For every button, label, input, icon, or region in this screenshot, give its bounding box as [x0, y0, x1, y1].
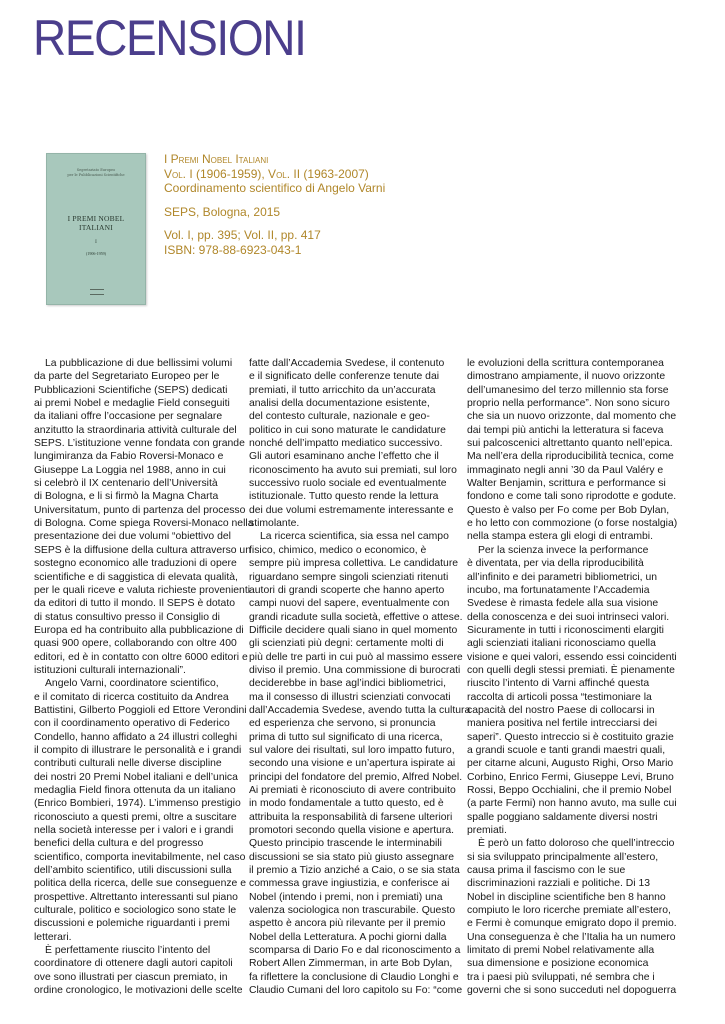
- book-pages: Vol. I, pp. 395; Vol. II, pp. 417: [164, 228, 321, 243]
- cover-volume: I: [95, 240, 97, 245]
- text-line: saperi”. Questo intreccio si è costituito grazie: [467, 731, 674, 743]
- text-line: spalle poggiano saldamente diversi nostri: [467, 811, 658, 823]
- text-line: (Enrico Bombieri, 1974). L’immenso prestigio: [34, 798, 241, 810]
- text-line: con il coordinamento operativo di Federico: [34, 718, 230, 730]
- text-line: e il comitato di ricerca costituito da Andrea: [34, 691, 229, 703]
- text-line: nella società interesse per i valori e i grandi: [34, 825, 234, 837]
- text-line: scientifico, comporta inevitabilmente, nel caso: [34, 851, 246, 863]
- text-line: il premio a Tizio anziché a Caio, o se sia stata: [249, 865, 460, 877]
- text-line: quasi 900 opere, collaborando con oltre 400: [34, 638, 237, 650]
- text-line: È perfettamente riuscito l’intento del: [45, 945, 211, 957]
- text-line: della conoscenza e dei suoi intrinseci valori.: [467, 611, 670, 623]
- text-line: con quelli degli stessi premiati. È pienamente: [467, 664, 675, 676]
- text-line: le evoluzioni della scrittura contemporanea: [467, 358, 664, 369]
- text-line: limitato di premi Nobel relativamente alla: [467, 945, 655, 957]
- text-line: gli scienziati più degni: certamente molti di: [249, 638, 444, 650]
- text-line: (a parte Fermi) non hanno avuto, ma sulle cui: [467, 798, 677, 810]
- text-line: sua dimensione e posizione economica: [467, 958, 649, 970]
- text-line: premiati, il tutto arricchito da un’accurata: [249, 384, 436, 396]
- text-line: istituzionale. Tutto questo rende la lettura: [249, 491, 439, 503]
- cover-title: I PREMI NOBEL ITALIANI: [67, 214, 125, 232]
- text-line: ove sono illustrati per ciascun premiato, in: [34, 971, 228, 983]
- book-volumes: Vol. I (1906-1959), Vol. II (1963-2007): [164, 166, 369, 181]
- text-line: dei due volumi estremamente interessante e: [249, 504, 454, 516]
- text-line: ai premi Nobel e medaglie Field conseguiti: [34, 398, 230, 410]
- book-isbn: ISBN: 978-88-6923-043-1: [164, 242, 302, 257]
- text-line: nonché dell’impatto mediatico successivo.: [249, 438, 443, 450]
- text-line: Nobel in discipline scientifiche ben 8 hanno: [467, 891, 666, 903]
- text-line: dimostrano ampiamente, il nuovo orizzonte: [467, 371, 666, 383]
- text-line: lungimiranza da Fabio Roversi-Monaco e: [34, 451, 224, 463]
- text-line: SEPS è la diffusione della cultura attraverso un: [34, 544, 251, 556]
- section-title: RECENSIONI: [33, 10, 306, 66]
- text-line: Questo è valso per Fo come per Bob Dylan,: [467, 504, 670, 516]
- text-line: Walter Benjamin, scrittura e performance si: [467, 478, 666, 490]
- book-coordinator: Coordinamento scientifico di Angelo Varni: [164, 181, 386, 196]
- text-line: politico in cui sono maturate le candidature: [249, 424, 446, 436]
- text-line: La pubblicazione di due bellissimi volumi: [45, 358, 233, 369]
- text-line: autori di grandi scoperte che hanno aperto: [249, 584, 445, 596]
- text-line: di status consultivo presso il Consiglio di: [34, 611, 220, 623]
- text-line: coordinatore di ottenere dagli autori capitoli: [34, 958, 233, 970]
- text-line: riguardano sempre singoli scienziati ritenuti: [249, 571, 449, 583]
- text-line: fa riflettere la conclusione di Claudio Longhi e: [249, 971, 459, 983]
- cover-publisher: Segretariato Europeo per le Pubblicazioni Scientifiche: [67, 168, 125, 177]
- text-line: scientifiche e di saggistica di elevata qualità,: [34, 571, 238, 583]
- text-line: più delle tre parti in cui può al massimo essere: [249, 651, 463, 663]
- text-line: Corbino, Enrico Fermi, Giuseppe Levi, Bruno: [467, 771, 674, 783]
- text-line: prima di tutto sul significato di una ricerca,: [249, 731, 443, 743]
- text-line: fisico, chimico, medico o economico, è: [249, 544, 427, 556]
- text-line: editori, ed è in contatto con oltre 6000 editori e: [34, 651, 248, 663]
- text-line: del contesto culturale, nazionale e geo-: [249, 411, 430, 423]
- text-line: Condello, hanno affidato a 24 illustri colleghi: [34, 731, 238, 743]
- text-line: Universitatum, punto di partenza del processo: [34, 504, 246, 516]
- text-line: Questo principio trascende le interminabili: [249, 838, 442, 850]
- cover-publisher-mark: [90, 289, 104, 295]
- text-line: governi che si sono succeduti nel dopoguerra: [467, 985, 677, 997]
- text-line: capacità del nostro Paese di collocarsi in: [467, 704, 655, 716]
- text-line: Difficile decidere quali siano in quel momento: [249, 624, 458, 636]
- text-line: culturale, politico e sociologico sono state le: [34, 905, 237, 917]
- text-line: Robert Allen Zimmerman, in arte Bob Dylan,: [249, 958, 453, 970]
- text-line: riuscito l’intento di Varni affinché questa: [467, 678, 650, 690]
- text-line: da parte del Segretariato Europeo per le: [34, 371, 220, 383]
- text-line: promotori secondo quella visione e apertura.: [249, 825, 455, 837]
- text-line: letterari.: [34, 931, 72, 943]
- text-line: nella stampa estera gli elogi di entrambi.: [467, 531, 653, 543]
- text-line: successivo ruolo sociale ed eventualmente: [249, 478, 447, 490]
- book-info: [164, 152, 385, 258]
- text-line: per citarne alcuni, Augusto Righi, Orso Mario: [467, 758, 674, 770]
- text-line: dall’Accademia Svedese, avendo tutta la cultura: [249, 704, 471, 716]
- text-line: stimolante.: [249, 518, 300, 530]
- text-line: di Bologna. Come spiega Roversi-Monaco nella: [34, 518, 254, 530]
- text-line: si celebrò il IX centenario dell’Università: [34, 478, 218, 490]
- text-line: analisi della documentazione esistente,: [249, 398, 430, 410]
- text-line: Sicuramente in tutti i riconoscimenti elargiti: [467, 624, 664, 636]
- text-line: da italiani offre l’occasione per segnalare: [34, 411, 223, 423]
- text-line: a grandi scuole e tanti grandi maestri quali,: [467, 744, 666, 756]
- text-line: discriminazioni razziali e politiche. Di 13: [467, 878, 651, 890]
- text-line: e Fermi è comunque emigrato dopo il premio.: [467, 918, 677, 930]
- text-column-3: [467, 357, 678, 998]
- text-line: incubo, ma fortunatamente l’Accademia: [467, 584, 650, 596]
- text-line: politica della ricerca, delle sue conseguenze e: [34, 878, 246, 890]
- text-line: è diventata, per via della riproducibilità: [467, 558, 644, 570]
- text-line: scomparsa di Dario Fo e dal riconoscimento a: [249, 945, 461, 957]
- text-line: Gli autori esaminano anche l’effetto che il: [249, 451, 439, 463]
- text-line: Europa ed ha contribuito alla pubblicazione di: [34, 624, 244, 636]
- text-line: commessa grave ingiustizia, e conferisce ai: [249, 878, 450, 890]
- book-publisher: SEPS, Bologna, 2015: [164, 204, 281, 219]
- text-line: visione e quei valori, essendo essi coincidenti: [467, 651, 677, 663]
- text-line: il compito di illustrare le personalità e i grandi: [34, 744, 242, 756]
- text-line: Claudio Cumani del loro capitolo su Fo: “come: [249, 985, 463, 997]
- text-line: SEPS. L’istituzione venne fondata con grande: [34, 438, 245, 450]
- text-line: grandi ricadute sulla società, effettive o attese.: [249, 611, 463, 623]
- text-line: aspetto è ancora più rilevante per il premio: [249, 918, 446, 930]
- text-line: benefici della cultura e del progresso: [34, 838, 204, 850]
- text-line: attribuita la responsabilità di farsene ulteriori: [249, 811, 453, 823]
- text-line: dell’ambito scientifico, utili discussioni sulla: [34, 865, 232, 877]
- text-line: immaginato negli anni ’30 da Paul Valéry e: [467, 464, 664, 476]
- text-line: all’infinito e dei parametri bibliometrici, un: [467, 571, 658, 583]
- text-line: dei nostri 20 Premi Nobel italiani e dell’unica: [34, 771, 238, 783]
- text-line: premiati.: [467, 825, 507, 837]
- text-line: Ma nell’era della riproducibilità tecnica, come: [467, 451, 674, 463]
- text-line: compiuto le loro ricerche premiate all’estero,: [467, 905, 671, 917]
- text-line: sostegno economico alle traduzioni di opere: [34, 558, 237, 570]
- text-line: ed esperienza che servono, si pronuncia: [249, 718, 436, 730]
- text-column-2: [249, 357, 471, 998]
- text-line: tra i paesi più sviluppati, né sembra che i: [467, 971, 655, 983]
- text-line: ordine cronologico, le motivazioni delle scelte: [34, 985, 243, 997]
- text-line: diviso il premio. Una commissione di burocrati: [249, 664, 461, 676]
- text-line: sul valore dei risultati, sul loro impatto futuro,: [249, 744, 455, 756]
- text-column-1: [34, 357, 254, 998]
- text-line: deciderebbe in base agl’indici bibliometrici,: [249, 678, 446, 690]
- book-cover-image: [46, 153, 146, 305]
- text-line: valenza sociologica non trascurabile. Questo: [249, 905, 456, 917]
- text-line: riconosciuto a questi premi, oltre a suscitare: [34, 811, 237, 823]
- text-line: campi nuovi del sapere, eventualmente con: [249, 598, 450, 610]
- text-line: proprio nella performance”. Non sono sicuro: [467, 398, 670, 410]
- text-line: che sia un nuovo orizzonte, dal momento che: [467, 411, 677, 423]
- text-line: e ho letto con commozione (o forse nostalgia): [467, 518, 678, 530]
- text-line: raccolta di articoli possa “testimoniare la: [467, 691, 652, 703]
- text-line: presentazione dei due volumi “obiettivo del: [34, 531, 231, 543]
- text-line: prospettive. Altrettanto interessanti sul piano: [34, 891, 238, 903]
- text-line: per le quali riceve e valuta richieste provenienti: [34, 584, 251, 596]
- cover-years: (1906-1959): [86, 251, 106, 256]
- text-line: medaglia Field finora ottenuta da un italiano: [34, 785, 236, 796]
- text-line: discussioni e polemiche riguardanti i premi: [34, 918, 230, 930]
- text-line: anzitutto la straordinaria attività culturale del: [34, 424, 237, 436]
- text-line: È però un fatto doloroso che quell’intreccio: [478, 838, 675, 850]
- text-line: causa prima il fascismo con le sue: [467, 865, 626, 877]
- text-line: si sia sviluppato principalmente all’estero,: [467, 851, 659, 863]
- text-line: in modo fondamentale a tutto questo, ed è: [249, 798, 444, 810]
- text-line: Angelo Varni, coordinatore scientifico,: [45, 678, 219, 690]
- text-line: secondo una visione e un’apertura ispirate ai: [249, 758, 456, 770]
- text-line: Nobel della Letteratura. A pochi giorni dalla: [249, 931, 447, 943]
- text-line: Nobel (intendo i premi, non i premiati) una: [249, 891, 443, 903]
- text-line: Svedese è rimasta fedele alla sua visione: [467, 598, 659, 610]
- text-line: istituzioni culturali internazionali”.: [34, 664, 186, 676]
- text-line: maniera positiva nel fertile intrecciarsi dei: [467, 718, 657, 730]
- book-title: I Premi Nobel Italiani: [164, 152, 269, 166]
- text-line: Una conseguenza è che l’Italia ha un numero: [467, 931, 676, 943]
- text-line: Per la scienza invece la performance: [478, 544, 649, 556]
- text-line: fondono e come tali sono riprodotte e godute.: [467, 491, 677, 503]
- text-line: Giuseppe La Loggia nel 1988, anno in cui: [34, 464, 226, 476]
- text-line: da editori di tutto il mondo. Il SEPS è dotato: [34, 598, 236, 610]
- text-line: Rossi, Beppo Occhialini, che il premio Nobel: [467, 785, 672, 796]
- text-line: di Bologna, e li si firmò la Magna Charta: [34, 491, 219, 503]
- text-line: ma il consesso di illustri scienziati convocati: [249, 691, 451, 703]
- text-line: Battistini, Gilberto Poggioli ed Ettore Verondini: [34, 704, 247, 716]
- text-line: dell’umanesimo del terzo millennio sta forse: [467, 384, 669, 396]
- text-line: sempre più impresa collettiva. Le candidature: [249, 558, 459, 570]
- text-line: Pubblicazioni Scientifiche (SEPS) dedicati: [34, 384, 228, 396]
- text-line: La ricerca scientifica, sia essa nel campo: [260, 531, 449, 543]
- text-line: agli scienziati italiani riconosciamo quella: [467, 638, 656, 650]
- text-line: fatte dall’Accademia Svedese, il contenuto: [249, 358, 445, 369]
- text-line: riconoscimento ha avuto sui premiati, sul loro: [249, 464, 457, 476]
- text-line: e il significato delle conferenze tenute dai: [249, 371, 440, 383]
- text-line: discussioni se sia stato più giusto assegnare: [249, 851, 455, 863]
- text-line: sui palcoscenici altrettanto quanto nell’epica.: [467, 438, 673, 450]
- text-line: principi del fondatore del premio, Alfred Nobel.: [249, 771, 463, 783]
- text-line: contributi culturali nelle diverse discipline: [34, 758, 222, 770]
- text-line: Ai premiati è riconosciuto di avere contribuito: [249, 785, 456, 796]
- text-line: dai tempi più antichi la letteratura si faceva: [467, 424, 664, 436]
